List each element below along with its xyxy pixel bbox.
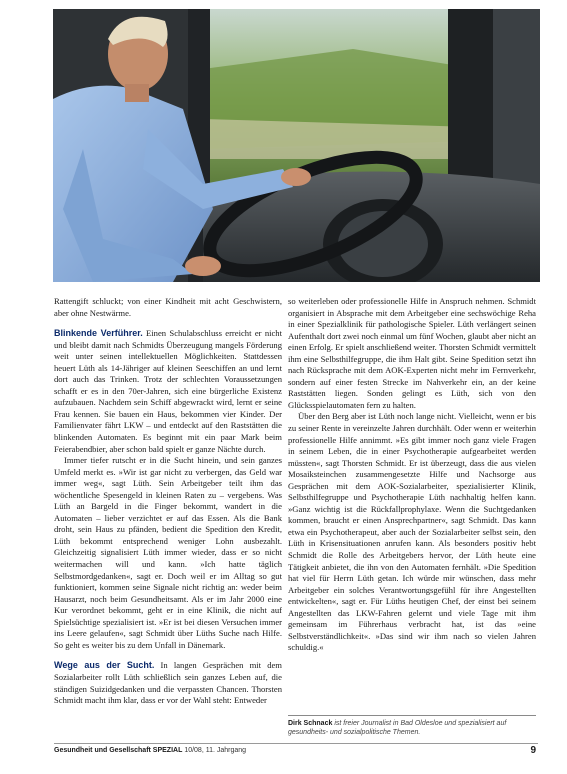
article-column-left: [54, 296, 282, 707]
author-caption: [288, 719, 536, 738]
section-heading: Wege aus der Sucht.: [54, 660, 155, 671]
body-paragraph: [288, 296, 536, 411]
paragraph-text: Rattengift schluckt; von einer Kindheit mit acht Geschwistern, aber ohne Nestwärme.: [54, 296, 282, 318]
body-paragraph: [54, 296, 282, 319]
publication-name: Gesundheit und Gesellschaft SPEZIAL: [54, 747, 183, 754]
paragraph-text: Über den Berg aber ist Lüth noch lange nicht. Vielleicht, wenn er bis zu seiner Rente in vereinzelte Jahren durchhält. Oder wenn er weiterhin professionelle Hilfe annimmt. »Es gibt immer noch ganz viele Fragen in seinem Leben, die in einer Psychotherapie aufgearbeitet werden müssten«, sagt Thorsten Schmidt. Er ist überzeugt, dass die aus vielen Mosaiksteinchen zusammengesetzte Hilfe und Nachsorge aus Gesprächen mit dem AOK-Sozialarbeiter, spezialisierter Klinik, Selbsthilfegruppe und Psychotherapie Lüth nachhaltig helfen kann. »Ganz wichtig ist die Rückfallprophylaxe. Wenn die Suchtgedanken kommen, braucht er einen Ansprechpartner«, sagt Schmidt. Das kann etwa ein Psychotherapeut, aber auch der Sozialarbeiter selbst sein, den Lüth in Krisensituationen anrufen kann. Als besonders positiv hebt Schmidt die Rolle des Arbeitgebers hervor, der Lüth heute eine Tätigkeit anbietet, die ihn von den Automaten fernhält. »Die Spedition hat viel für Herrn Lüth getan. Ich würde mir wünschen, dass mehr Arbeitgeber ein solches Verantwortungsgefühl für ihre Angestellten entwickelten«, sagt er. Für Lüths heutigen Chef, der einst bei seinem Angestellten das LKW-Fahren gelernt und viele Tage mit ihm gemeinsam im Führerhaus verbracht hat, ist das »eine Selbstverständlichkeit«. »Das sind wir ihm nach so vielen Jahren schuldig.«: [288, 411, 536, 653]
caption-divider: [288, 715, 536, 716]
section-paragraph: [54, 328, 282, 455]
page-number: 9: [530, 745, 536, 756]
paragraph-spacer: [54, 651, 282, 660]
paragraph-spacer: [54, 319, 282, 328]
author-description: ist freier Journalist in Bad Oldesloe und spezialisiert auf gesundheits- und sozialpolitische Themen.: [288, 720, 507, 737]
paragraph-text: Immer tiefer rutscht er in die Sucht hinein, und sein ganzes Umfeld merkt es. »Wir ist gar nicht zu verbergen, das Geld war immer weg«, sagt Lüth. Sein Arbeitgeber teilt ihm das wöchentliche Spesengeld in kleinen Raten zu – vergebens. Was Lüth an Bargeld in die Finger bekommt, wandert in die Automaten – lieber verzichtet er auf das Essen. Als die Bank droht, sein Haus zu pfänden, bedient die Spedition den Kredit, Lüth bekommt entsprechend weniger Lohn ausbezahlt. Gleichzeitig signalisiert Lüth immer wieder, dass er so nicht weitermachen will und kann. »Ich hatte täglich Selbstmordgedanken«, sagt er. Doch weil er im Alltag so gut funktioniert, kommen seine Signale nicht richtig an: weder beim Hausarzt, noch beim Gesundheitsamt. Als er im Jahr 2000 eine Kur verordnet bekommt, geht er in eine Klinik, die nicht auf Spielsüchtige spezialisiert ist. »Er ist bei diesen Versuchen immer ins Leere gelaufen«, sagt Schmidt über Lüths Suche nach Hilfe. So geht es weiter bis zu dem Unfall in Dänemark.: [54, 455, 282, 650]
page-footer: [54, 747, 538, 759]
footer-divider: [54, 743, 538, 744]
author-name: Dirk Schnack: [288, 720, 333, 727]
body-paragraph: [288, 411, 536, 653]
photo-illustration: [53, 9, 540, 282]
article-photo-truck-driver: [53, 9, 540, 282]
paragraph-text: Einen Schulabschluss erreicht er nicht und bleibt damit nach Schmidts Überzeugung mangels Förderung weit unter seinen intellektuellen Möglichkeiten. Stattdessen heuert Lüth als 14-Jähriger auf kleinen Seeschiffen an und lernt dort auch das Trinken. Trotz der schlechten Voraussetzungen schafft er es in den 70er-Jahren, sich eine bürgerliche Existenz aufzubauen. Nachdem sein Schiff abgewrackt wird, lernt er seine Frau kennen. Sie bauen ein Haus, bekommen vier Kinder. Der Familienvater fährt LKW – und entdeckt auf den Raststätten die blinkenden Automaten. Es beginnt mit ein paar Mark beim Feierabendbier, aber schon bald spielt er ganze Nächte durch.: [54, 328, 282, 454]
body-paragraph: [54, 455, 282, 651]
paragraph-text: In langen Gesprächen mit dem Sozialarbeiter rollt Lüth schließlich sein ganzes Leben auf, die ständigen Suizidgedanken und die verpassten Chancen. Thorsten Schmidt macht ihm klar, dass er vor der Wahl steht: Entweder: [54, 660, 282, 706]
article-column-right: [288, 296, 536, 654]
section-heading: Blinkende Verführer.: [54, 328, 143, 339]
issue-info: 10/08, 11. Jahrgang: [184, 747, 247, 754]
paragraph-text: so weiterleben oder professionelle Hilfe in Anspruch nehmen. Schmidt organisiert in Absprache mit dem Arbeitgeber eine sechswöchige Reha in einer Spezialklinik für pathologische Spieler. Lüth verlängert seinen Aufenthalt dort zwei noch einmal um fünf Wochen, glaubt aber nicht an einen Erfolg. Er spielt anschließend weiter. Thorsten Schmidt vermittelt ihm eine Selbsthilfegruppe, die ihm Halt gibt. Seine Spedition setzt ihn nach Rücksprache mit dem AOK-Experten nicht mehr im Fernverkehr, sondern auf einer festen Strecke im Nahverkehr ein, an der keine Raststätten liegen. Sonden gelingt es Lüth, sich von den Glücksspielautomaten fern zu halten.: [288, 296, 536, 410]
section-paragraph: [54, 660, 282, 706]
